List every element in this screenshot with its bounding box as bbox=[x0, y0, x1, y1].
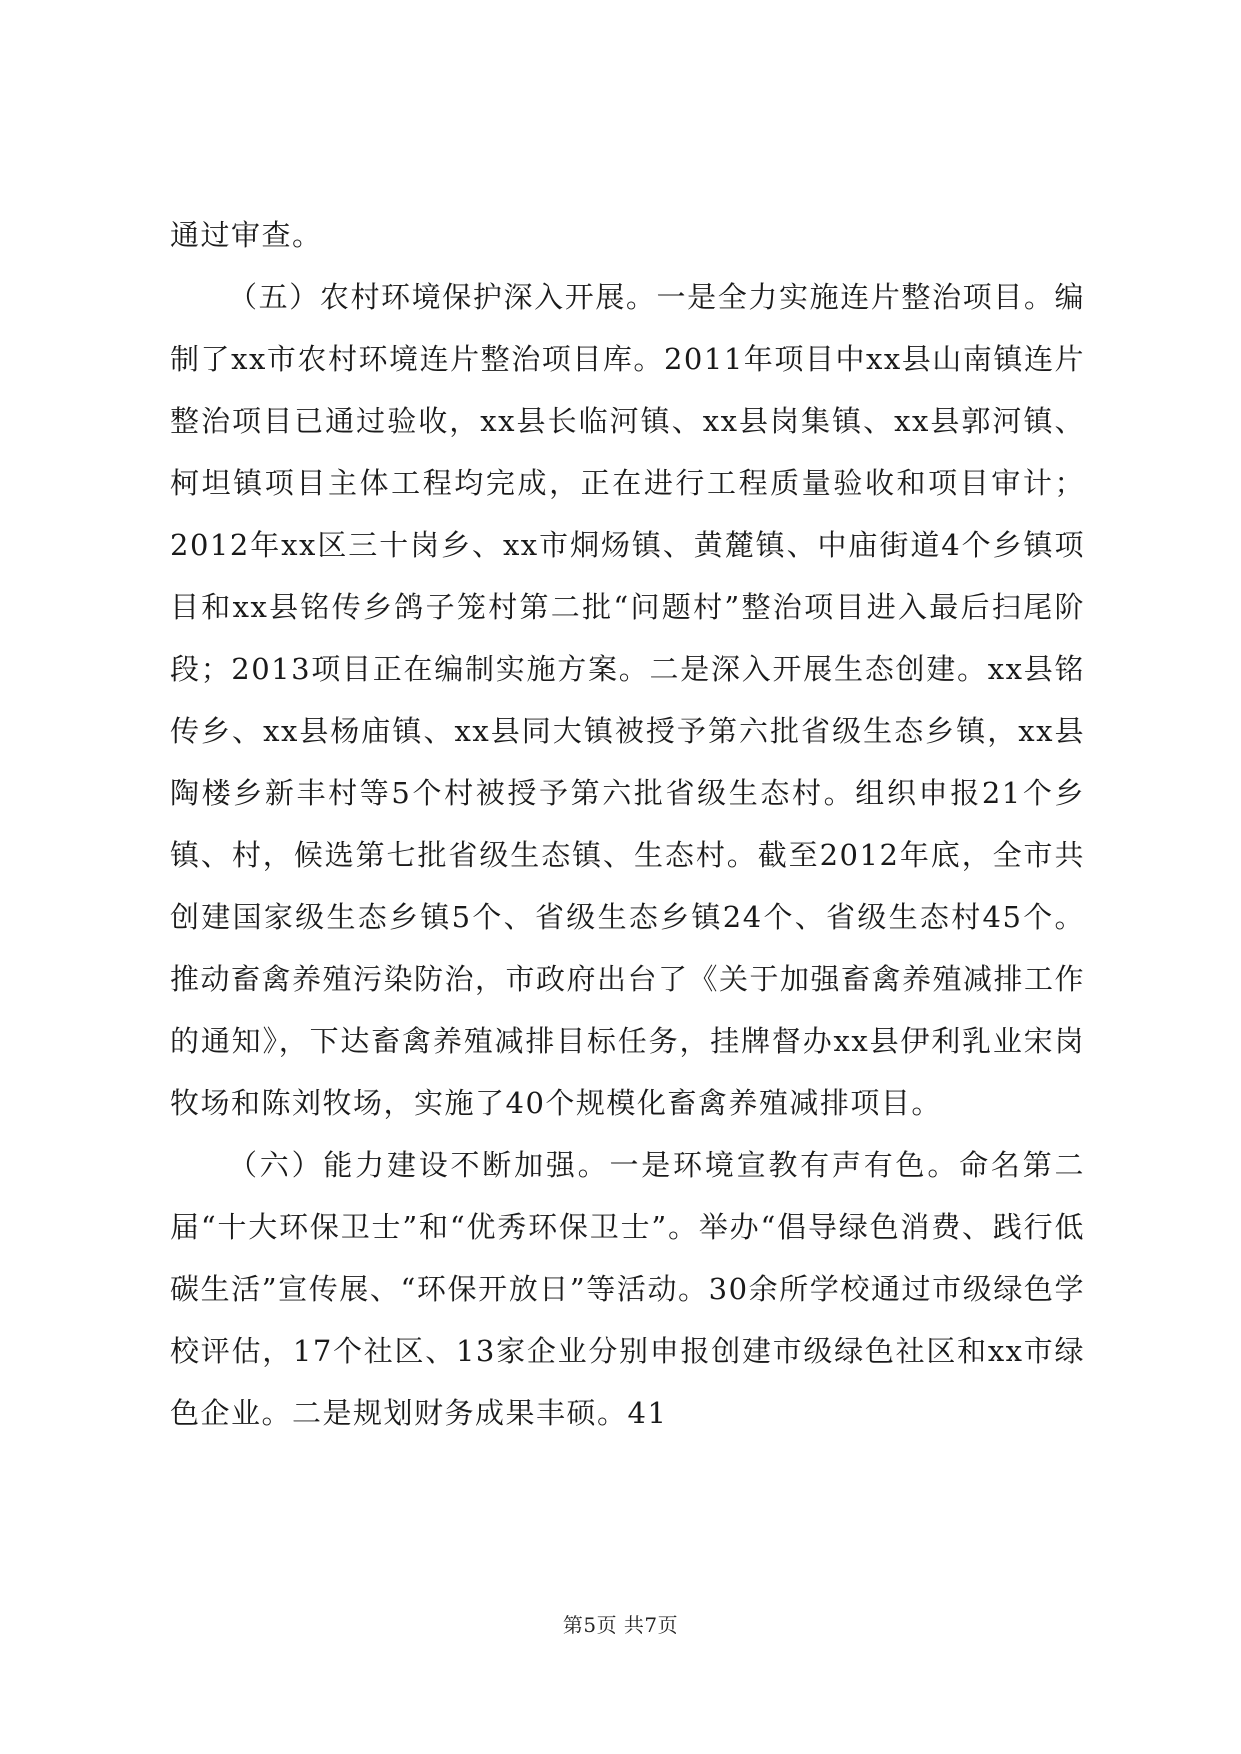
paragraph-continuation: 通过审查。 bbox=[170, 218, 323, 252]
document-body bbox=[170, 204, 1085, 1444]
paragraph-section-six: （六）能力建设不断加强。一是环境宣教有声有色。命名第二届“十大环保卫士”和“优秀环保卫士”。举办“倡导绿色消费、践行低碳生活”宣传展、“环保开放日”等活动。30余所学校通过市级绿色学校评估，17个社区、13家企业分别申报创建市级绿色社区和xx市绿色企业。二是规划财务成果丰硕。41 bbox=[170, 1148, 1085, 1430]
paragraph-section-five: （五）农村环境保护深入开展。一是全力实施连片整治项目。编制了xx市农村环境连片整治项目库。2011年项目中xx县山南镇连片整治项目已通过验收，xx县长临河镇、xx县岗集镇、xx县郭河镇、柯坦镇项目主体工程均完成，正在进行工程质量验收和项目审计；2012年xx区三十岗乡、xx市烔炀镇、黄麓镇、中庙街道4个乡镇项目和xx县铭传乡鸽子笼村第二批“问题村”整治项目进入最后扫尾阶段；2013项目正在编制实施方案。二是深入开展生态创建。xx县铭传乡、xx县杨庙镇、xx县同大镇被授予第六批省级生态乡镇，xx县陶楼乡新丰村等5个村被授予第六批省级生态村。组织申报21个乡镇、村，候选第七批省级生态镇、生态村。截至2012年底，全市共创建国家级生态乡镇5个、省级生态乡镇24个、省级生态村45个。推动畜禽养殖污染防治，市政府出台了《关于加强畜禽养殖减排工作的通知》，下达畜禽养殖减排目标任务，挂牌督办xx县伊利乳业宋岗牧场和陈刘牧场，实施了40个规模化畜禽养殖减排项目。 bbox=[170, 280, 1086, 1120]
page-number-footer: 第5页 共7页 bbox=[562, 1613, 679, 1637]
